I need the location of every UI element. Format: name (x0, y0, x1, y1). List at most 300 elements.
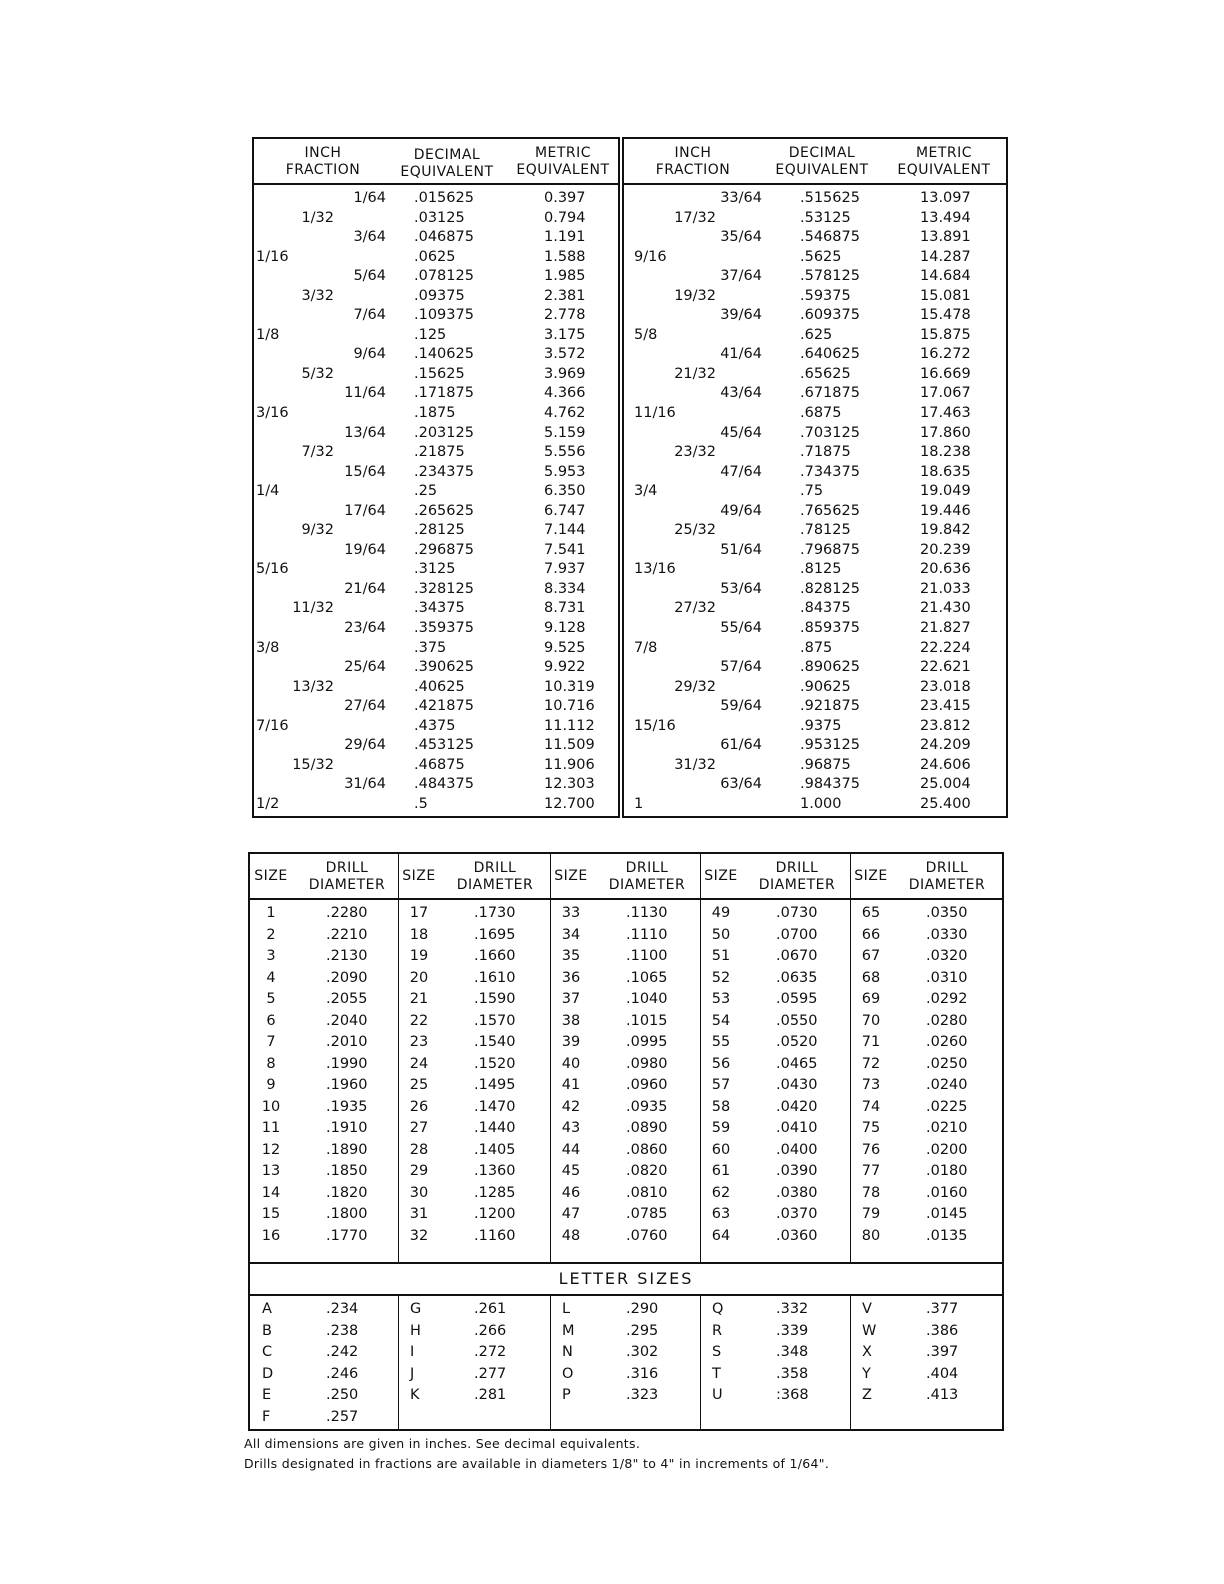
fraction-row (624, 306, 1006, 326)
inch-fraction: 5/16 (256, 561, 289, 578)
decimal-equivalent: .0625 (414, 248, 456, 265)
letter-diameter: .242 (326, 1344, 359, 1360)
metric-equivalent: 21.827 (920, 620, 971, 637)
column-divider (700, 854, 701, 898)
drill-diameter: .0350 (926, 905, 968, 921)
letter-size: P (562, 1387, 571, 1403)
metric-equivalent: 13.097 (920, 190, 971, 206)
decimal-equivalent: .03125 (414, 209, 465, 226)
fraction-row (624, 795, 1006, 815)
letter-size: D (262, 1365, 274, 1382)
decimal-equivalent: .609375 (800, 307, 860, 324)
letter-diameter: .404 (926, 1365, 959, 1382)
drill-size: 45 (561, 1163, 581, 1179)
decimal-equivalent: .328125 (414, 580, 474, 597)
drill-size: 17 (409, 905, 429, 921)
drill-size: 11 (261, 1120, 281, 1136)
fraction-row (254, 287, 618, 307)
fraction-row (624, 619, 1006, 639)
decimal-equivalent: .015625 (414, 190, 474, 206)
decimal-equivalent: .875 (800, 639, 833, 656)
drill-size: 22 (409, 1012, 429, 1029)
drill-size: 5 (266, 991, 276, 1007)
drill-diameter-header (448, 860, 542, 894)
fraction-table-body (624, 185, 1006, 815)
metric-equivalent: 14.287 (920, 248, 971, 265)
drill-size: 57 (711, 1077, 731, 1093)
fraction-row (624, 756, 1006, 776)
inch-fraction-header (634, 145, 752, 179)
drill-diameter: .1590 (474, 991, 516, 1007)
inch-fraction: 63/64 (720, 776, 762, 793)
metric-equivalent: 1.191 (544, 229, 586, 246)
drill-size: 3 (266, 948, 276, 964)
column-divider (398, 854, 399, 1262)
drill-size: 77 (861, 1163, 881, 1179)
decimal-equivalent: .578125 (800, 268, 860, 285)
letter-size: E (262, 1387, 272, 1403)
inch-fraction: 39/64 (720, 307, 762, 324)
drill-size: 49 (711, 905, 731, 921)
fraction-row (254, 795, 618, 815)
metric-equivalent: 13.494 (920, 209, 971, 226)
drill-size: 66 (861, 926, 881, 943)
letter-sizes-title: LETTER SIZES (250, 1262, 1002, 1296)
decimal-equivalent: .484375 (414, 776, 474, 793)
fraction-table-body (254, 185, 618, 815)
inch-fraction: 5/32 (301, 365, 334, 382)
letter-size: K (410, 1387, 420, 1403)
metric-equivalent-header (508, 145, 618, 179)
fraction-row (624, 228, 1006, 248)
drill-size: 79 (861, 1206, 881, 1222)
inch-fraction: 57/64 (720, 659, 762, 676)
decimal-equivalent: .984375 (800, 776, 860, 793)
drill-size: 71 (861, 1034, 881, 1050)
header-line: DRILL (473, 860, 517, 876)
drill-diameter: .1890 (326, 1141, 368, 1158)
fraction-row (254, 248, 618, 268)
column-divider (850, 854, 851, 898)
drill-diameter: .1065 (626, 969, 668, 986)
decimal-equivalent: .859375 (800, 620, 860, 637)
drill-diameter: .1110 (626, 926, 668, 943)
drill-diameter: .0180 (926, 1163, 968, 1179)
letter-diameter: .277 (474, 1365, 507, 1382)
inch-fraction: 7/64 (353, 307, 386, 324)
letter-size: F (262, 1408, 271, 1425)
drill-size: 69 (861, 991, 881, 1007)
decimal-equivalent: .734375 (800, 463, 860, 480)
metric-equivalent: 15.081 (920, 287, 971, 304)
fraction-row (624, 580, 1006, 600)
header-line: METRIC (534, 145, 592, 161)
decimal-equivalent: .59375 (800, 287, 851, 304)
metric-equivalent: 20.239 (920, 541, 971, 558)
metric-equivalent: 1.985 (544, 268, 586, 285)
letter-diameter: .272 (474, 1344, 507, 1360)
column-divider (550, 854, 551, 1262)
letter-diameter: .234 (326, 1301, 359, 1317)
drill-size: 31 (409, 1206, 429, 1222)
drill-size: 14 (261, 1184, 281, 1201)
fraction-row (624, 599, 1006, 619)
letter-size: Q (712, 1301, 724, 1317)
drill-diameter: .1160 (474, 1227, 516, 1244)
drill-diameter: .0465 (776, 1055, 818, 1072)
drill-size: 35 (561, 948, 581, 964)
inch-fraction: 11/64 (344, 385, 386, 402)
decimal-equivalent: .78125 (800, 522, 851, 539)
column-divider (850, 854, 851, 1262)
drill-size: 4 (266, 969, 276, 986)
letter-diameter: .323 (626, 1387, 659, 1403)
fraction-row (624, 209, 1006, 229)
drill-diameter-header (300, 860, 394, 894)
decimal-equivalent: .234375 (414, 463, 474, 480)
drill-size: 44 (561, 1141, 581, 1158)
metric-equivalent: 4.366 (544, 385, 586, 402)
metric-equivalent: 19.446 (920, 502, 971, 519)
decimal-equivalent: .9375 (800, 717, 842, 734)
decimal-equivalent: .53125 (800, 209, 851, 226)
inch-fraction: 15/64 (344, 463, 386, 480)
drill-size: 58 (711, 1098, 731, 1115)
drill-diameter: .0635 (776, 969, 818, 986)
inch-fraction: 13/32 (292, 678, 334, 695)
inch-fraction: 17/32 (674, 209, 716, 226)
header-line: EQUIVALENT (897, 162, 991, 178)
drill-size: 67 (861, 948, 881, 964)
decimal-equivalent: .046875 (414, 229, 474, 246)
metric-equivalent: 9.525 (544, 639, 586, 656)
drill-size: 48 (561, 1227, 581, 1244)
drill-diameter: .1040 (626, 991, 668, 1007)
metric-equivalent: 22.621 (920, 659, 971, 676)
metric-equivalent: 17.067 (920, 385, 971, 402)
drill-size: 61 (711, 1163, 731, 1179)
drill-diameter: .0760 (626, 1227, 668, 1244)
drill-diameter: .1820 (326, 1184, 368, 1201)
header-line: DECIMAL (413, 147, 481, 163)
inch-fraction: 33/64 (720, 190, 762, 206)
header-line: METRIC (915, 145, 973, 161)
fraction-row (254, 736, 618, 756)
letter-diameter: .377 (926, 1301, 959, 1317)
decimal-equivalent: .96875 (800, 756, 851, 773)
drill-diameter: .0320 (926, 948, 968, 964)
header-line: DECIMAL (788, 145, 856, 161)
letter-size: T (712, 1365, 721, 1382)
fraction-row (624, 326, 1006, 346)
metric-equivalent: 7.144 (544, 522, 586, 539)
fraction-row (624, 443, 1006, 463)
decimal-equivalent: .4375 (414, 717, 456, 734)
size-header: SIZE (704, 868, 738, 884)
fraction-row (254, 404, 618, 424)
fraction-row (624, 248, 1006, 268)
inch-fraction: 29/64 (344, 737, 386, 754)
drill-diameter: .0330 (926, 926, 968, 943)
decimal-equivalent: .953125 (800, 737, 860, 754)
fraction-row (624, 541, 1006, 561)
drill-size: 60 (711, 1141, 731, 1158)
drill-diameter: .0380 (776, 1184, 818, 1201)
decimal-equivalent: .640625 (800, 346, 860, 363)
metric-equivalent: 4.762 (544, 405, 586, 422)
inch-fraction: 25/32 (674, 522, 716, 539)
letter-diameter: :368 (776, 1387, 809, 1403)
inch-fraction: 1/4 (256, 483, 280, 500)
drill-diameter: .0810 (626, 1184, 668, 1201)
letter-size: X (862, 1344, 872, 1360)
drill-size: 52 (711, 969, 731, 986)
size-header: SIZE (854, 868, 888, 884)
header-line: DRILL (925, 860, 969, 876)
letter-diameter: .302 (626, 1344, 659, 1360)
inch-fraction: 3/8 (256, 639, 280, 656)
size-header: SIZE (554, 868, 588, 884)
drill-diameter: .0595 (776, 991, 818, 1007)
metric-equivalent: 19.049 (920, 483, 971, 500)
drill-diameter: .2090 (326, 969, 368, 986)
inch-fraction: 47/64 (720, 463, 762, 480)
header-line: FRACTION (285, 162, 361, 178)
drill-diameter: .0980 (626, 1055, 668, 1072)
metric-equivalent: 11.112 (544, 717, 595, 734)
drill-size: 8 (266, 1055, 276, 1072)
fraction-row (624, 287, 1006, 307)
inch-fraction: 9/64 (353, 346, 386, 363)
fraction-row (254, 678, 618, 698)
metric-equivalent: 20.636 (920, 561, 971, 578)
drill-size: 6 (266, 1012, 276, 1029)
drill-diameter: .1660 (474, 948, 516, 964)
header-line: EQUIVALENT (516, 162, 610, 178)
metric-equivalent: 16.669 (920, 365, 971, 382)
drill-diameter: .1540 (474, 1034, 516, 1050)
inch-fraction: 3/32 (301, 287, 334, 304)
letter-diameter: .295 (626, 1322, 659, 1339)
drill-diameter: .1015 (626, 1012, 668, 1029)
drill-size: 39 (561, 1034, 581, 1050)
drill-diameter-header (600, 860, 694, 894)
drill-size: 75 (861, 1120, 881, 1136)
decimal-equivalent: .21875 (414, 444, 465, 461)
drill-diameter: .0160 (926, 1184, 968, 1201)
letter-size: Z (862, 1387, 872, 1403)
fraction-row (254, 697, 618, 717)
drill-size: 78 (861, 1184, 881, 1201)
fraction-row (624, 463, 1006, 483)
metric-equivalent: 22.224 (920, 639, 971, 656)
drill-diameter: .1360 (474, 1163, 516, 1179)
drill-size: 29 (409, 1163, 429, 1179)
decimal-equivalent: .296875 (414, 541, 474, 558)
footnotes (244, 1434, 829, 1474)
fraction-row (254, 502, 618, 522)
fraction-row (254, 482, 618, 502)
decimal-equivalent-header (762, 145, 882, 179)
drill-diameter: .1440 (474, 1120, 516, 1136)
fraction-row (624, 365, 1006, 385)
metric-equivalent: 7.937 (544, 561, 586, 578)
inch-fraction: 9/32 (301, 522, 334, 539)
letter-size: A (262, 1301, 272, 1317)
fraction-row (254, 365, 618, 385)
header-line: DIAMETER (908, 877, 986, 893)
decimal-equivalent: .09375 (414, 287, 465, 304)
drill-size: 56 (711, 1055, 731, 1072)
drill-diameter-header (750, 860, 844, 894)
drill-size: 9 (266, 1077, 276, 1093)
metric-equivalent: 24.606 (920, 756, 971, 773)
drill-size: 76 (861, 1141, 881, 1158)
drill-diameter: .0670 (776, 948, 818, 964)
header-line: DRILL (775, 860, 819, 876)
inch-fraction: 11/32 (292, 600, 334, 617)
letter-diameter: .257 (326, 1408, 359, 1425)
drill-diameter: .2280 (326, 905, 368, 921)
drill-diameter: .1130 (626, 905, 668, 921)
fraction-row (624, 482, 1006, 502)
column-divider (398, 1294, 399, 1429)
metric-equivalent: 15.478 (920, 307, 971, 324)
drill-diameter: .1610 (474, 969, 516, 986)
metric-equivalent-header (884, 145, 1004, 179)
letter-diameter: .281 (474, 1387, 507, 1403)
drill-diameter: .0935 (626, 1098, 668, 1115)
letter-diameter: .290 (626, 1301, 659, 1317)
decimal-equivalent: .421875 (414, 698, 474, 715)
fraction-table-header (254, 139, 618, 185)
drill-size: 80 (861, 1227, 881, 1244)
header-line: DIAMETER (758, 877, 836, 893)
fraction-row (254, 775, 618, 795)
inch-fraction: 1/32 (301, 209, 334, 226)
decimal-equivalent: .203125 (414, 424, 474, 441)
drill-size: 12 (261, 1141, 281, 1158)
letter-diameter: .250 (326, 1387, 359, 1403)
drill-size: 40 (561, 1055, 581, 1072)
metric-equivalent: 21.033 (920, 580, 971, 597)
drill-diameter: .0260 (926, 1034, 968, 1050)
drill-size: 74 (861, 1098, 881, 1115)
drill-size: 15 (261, 1206, 281, 1222)
drill-diameter: .0292 (926, 991, 968, 1007)
fraction-table-right (622, 137, 1008, 818)
fraction-row (624, 404, 1006, 424)
drill-size: 43 (561, 1120, 581, 1136)
drill-size: 55 (711, 1034, 731, 1050)
metric-equivalent: 25.400 (920, 795, 971, 812)
header-line: DIAMETER (456, 877, 534, 893)
drill-diameter: .0785 (626, 1206, 668, 1222)
metric-equivalent: 16.272 (920, 346, 971, 363)
fraction-row (254, 228, 618, 248)
decimal-equivalent: .265625 (414, 502, 474, 519)
metric-equivalent: 3.969 (544, 365, 586, 382)
fraction-row (254, 599, 618, 619)
drill-diameter: .0890 (626, 1120, 668, 1136)
fraction-row (624, 560, 1006, 580)
letter-size: M (562, 1322, 575, 1339)
metric-equivalent: 14.684 (920, 268, 971, 285)
drill-size: 20 (409, 969, 429, 986)
letter-diameter: .261 (474, 1301, 507, 1317)
decimal-equivalent: .515625 (800, 190, 860, 206)
decimal-equivalent: .65625 (800, 365, 851, 382)
letter-size: N (562, 1344, 573, 1360)
fraction-row (254, 189, 618, 209)
inch-fraction: 49/64 (720, 502, 762, 519)
decimal-equivalent: .453125 (414, 737, 474, 754)
inch-fraction: 29/32 (674, 678, 716, 695)
decimal-equivalent: .28125 (414, 522, 465, 539)
column-divider (550, 854, 551, 898)
letter-diameter: .397 (926, 1344, 959, 1360)
header-line: DRILL (325, 860, 369, 876)
metric-equivalent: 17.860 (920, 424, 971, 441)
letter-size: C (262, 1344, 273, 1360)
drill-size: 50 (711, 926, 731, 943)
inch-fraction: 59/64 (720, 698, 762, 715)
metric-equivalent: 2.381 (544, 287, 586, 304)
inch-fraction-header (264, 145, 382, 179)
size-header: SIZE (402, 868, 436, 884)
drill-size: 65 (861, 905, 881, 921)
drill-size: 42 (561, 1098, 581, 1115)
letter-size: B (262, 1322, 272, 1339)
inch-fraction: 27/32 (674, 600, 716, 617)
drill-table-header (250, 854, 1002, 900)
drill-diameter: .0200 (926, 1141, 968, 1158)
decimal-equivalent: .15625 (414, 365, 465, 382)
inch-fraction: 1 (634, 795, 644, 812)
metric-equivalent: 1.588 (544, 248, 586, 265)
metric-equivalent: 11.509 (544, 737, 595, 754)
metric-equivalent: 3.572 (544, 346, 586, 363)
drill-diameter: .0410 (776, 1120, 818, 1136)
inch-fraction: 43/64 (720, 385, 762, 402)
decimal-equivalent: .703125 (800, 424, 860, 441)
drill-size: 34 (561, 926, 581, 943)
drill-size: 73 (861, 1077, 881, 1093)
fraction-row (624, 521, 1006, 541)
inch-fraction: 21/32 (674, 365, 716, 382)
metric-equivalent: 2.778 (544, 307, 586, 324)
drill-diameter: .1990 (326, 1055, 368, 1072)
fraction-row (624, 345, 1006, 365)
decimal-equivalent: .71875 (800, 444, 851, 461)
letter-size: L (562, 1301, 571, 1317)
inch-fraction: 31/32 (674, 756, 716, 773)
inch-fraction: 61/64 (720, 737, 762, 754)
letter-diameter: .246 (326, 1365, 359, 1382)
drill-diameter: .0730 (776, 905, 818, 921)
drill-diameter: .0700 (776, 926, 818, 943)
drill-size: 23 (409, 1034, 429, 1050)
header-line: EQUIVALENT (400, 164, 494, 180)
drill-size: 28 (409, 1141, 429, 1158)
inch-fraction: 1/8 (256, 326, 280, 343)
decimal-equivalent: .890625 (800, 659, 860, 676)
drill-diameter: .1850 (326, 1163, 368, 1179)
inch-fraction: 11/16 (634, 405, 676, 422)
metric-equivalent: 25.004 (920, 776, 971, 793)
drill-diameter: .1520 (474, 1055, 516, 1072)
inch-fraction: 53/64 (720, 580, 762, 597)
